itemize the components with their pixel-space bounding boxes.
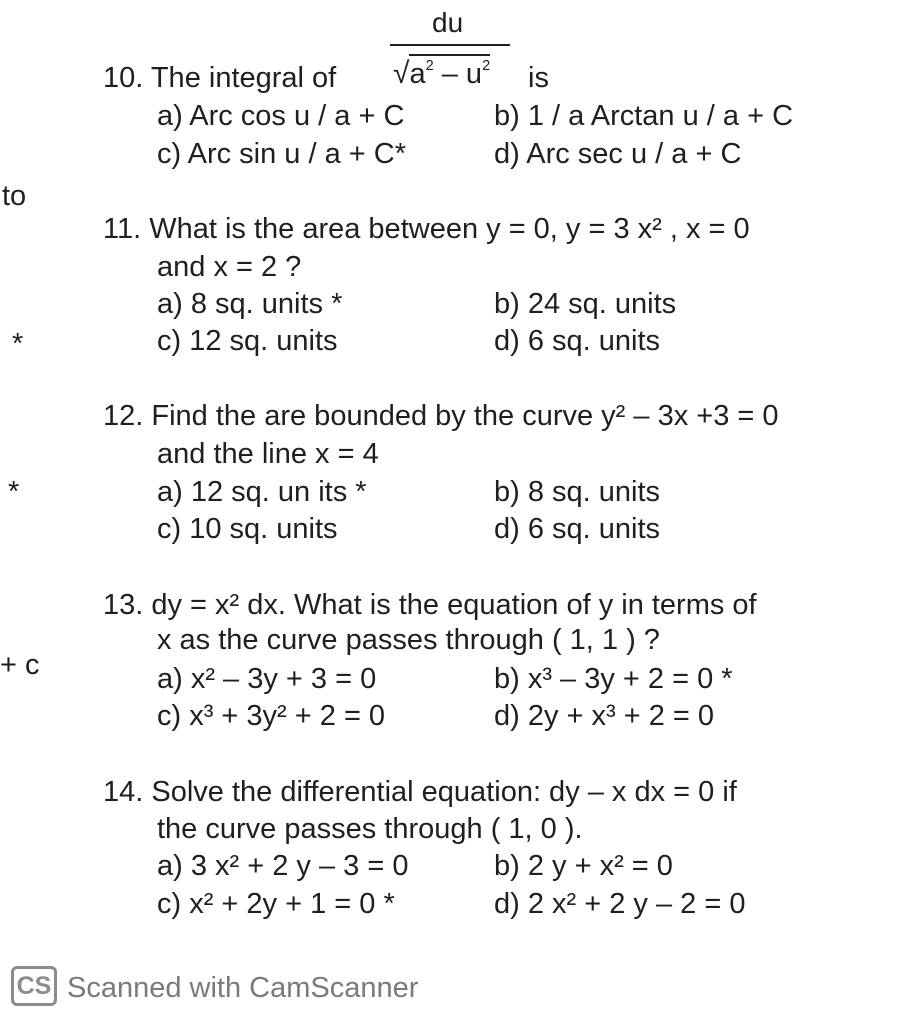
watermark-text: Scanned with CamScanner <box>67 972 419 1004</box>
q13-option-c: c) x³ + 3y² + 2 = 0 <box>157 700 386 732</box>
fragment-star-1: * <box>12 328 24 360</box>
q10-option-c: c) Arc sin u / a + C* <box>157 138 407 170</box>
q11-option-a: a) 8 sq. units * <box>157 288 343 320</box>
q12-option-d: d) 6 sq. units <box>494 513 661 545</box>
q14-option-d: d) 2 x² + 2 y – 2 = 0 <box>494 888 746 920</box>
q12-option-b: b) 8 sq. units <box>494 476 661 508</box>
q12-option-c: c) 10 sq. units <box>157 513 338 545</box>
q13-option-a: a) x² – 3y + 3 = 0 <box>157 663 377 695</box>
q13-line-1: 13. dy = x² dx. What is the equation of y in terms of <box>103 589 757 621</box>
sqrt-expression <box>393 56 490 92</box>
q11-line-1: 11. What is the area between y = 0, y = 3 x² , x = 0 <box>103 213 750 245</box>
fraction-bar <box>390 44 510 46</box>
q13-line-2: x as the curve passes through ( 1, 1 ) ? <box>157 624 660 656</box>
q13-option-d: d) 2y + x³ + 2 = 0 <box>494 700 715 732</box>
q12-line-2: and the line x = 4 <box>157 438 379 470</box>
q13-option-b: b) x³ – 3y + 2 = 0 * <box>494 663 733 695</box>
q10-option-a: a) Arc cos u / a + C <box>157 100 405 132</box>
q11-option-b: b) 24 sq. units <box>494 288 677 320</box>
q12-line-1: 12. Find the are bounded by the curve y² – 3x +3 = 0 <box>103 400 779 432</box>
q14-line-1: 14. Solve the differential equation: dy – x dx = 0 if <box>103 776 737 808</box>
q11-line-2: and x = 2 ? <box>157 251 302 283</box>
q10-stem-end: is <box>528 62 549 94</box>
q14-option-a: a) 3 x² + 2 y – 3 = 0 <box>157 850 409 882</box>
fragment-to: to <box>2 180 27 212</box>
q11-option-c: c) 12 sq. units <box>157 325 338 357</box>
q14-option-c: c) x² + 2y + 1 = 0 * <box>157 888 395 920</box>
fraction-numerator: du <box>432 7 464 38</box>
q12-option-a: a) 12 sq. un its * <box>157 476 367 508</box>
q10-option-b: b) 1 / a Arctan u / a + C <box>494 100 794 132</box>
q11-option-d: d) 6 sq. units <box>494 325 661 357</box>
q14-option-b: b) 2 y + x² = 0 <box>494 850 673 882</box>
q14-line-2: the curve passes through ( 1, 0 ). <box>157 813 583 845</box>
fragment-star-2: * <box>8 476 20 508</box>
radicand: $a^2 - u^2$ <box>409 54 490 90</box>
sqrt-symbol: √ <box>393 57 410 90</box>
q10-stem: 10. The integral of <box>103 62 337 94</box>
fragment-plus-c: + c <box>0 649 40 681</box>
camscanner-logo: CS <box>11 966 57 1006</box>
q10-option-d: d) Arc sec u / a + C <box>494 138 742 170</box>
